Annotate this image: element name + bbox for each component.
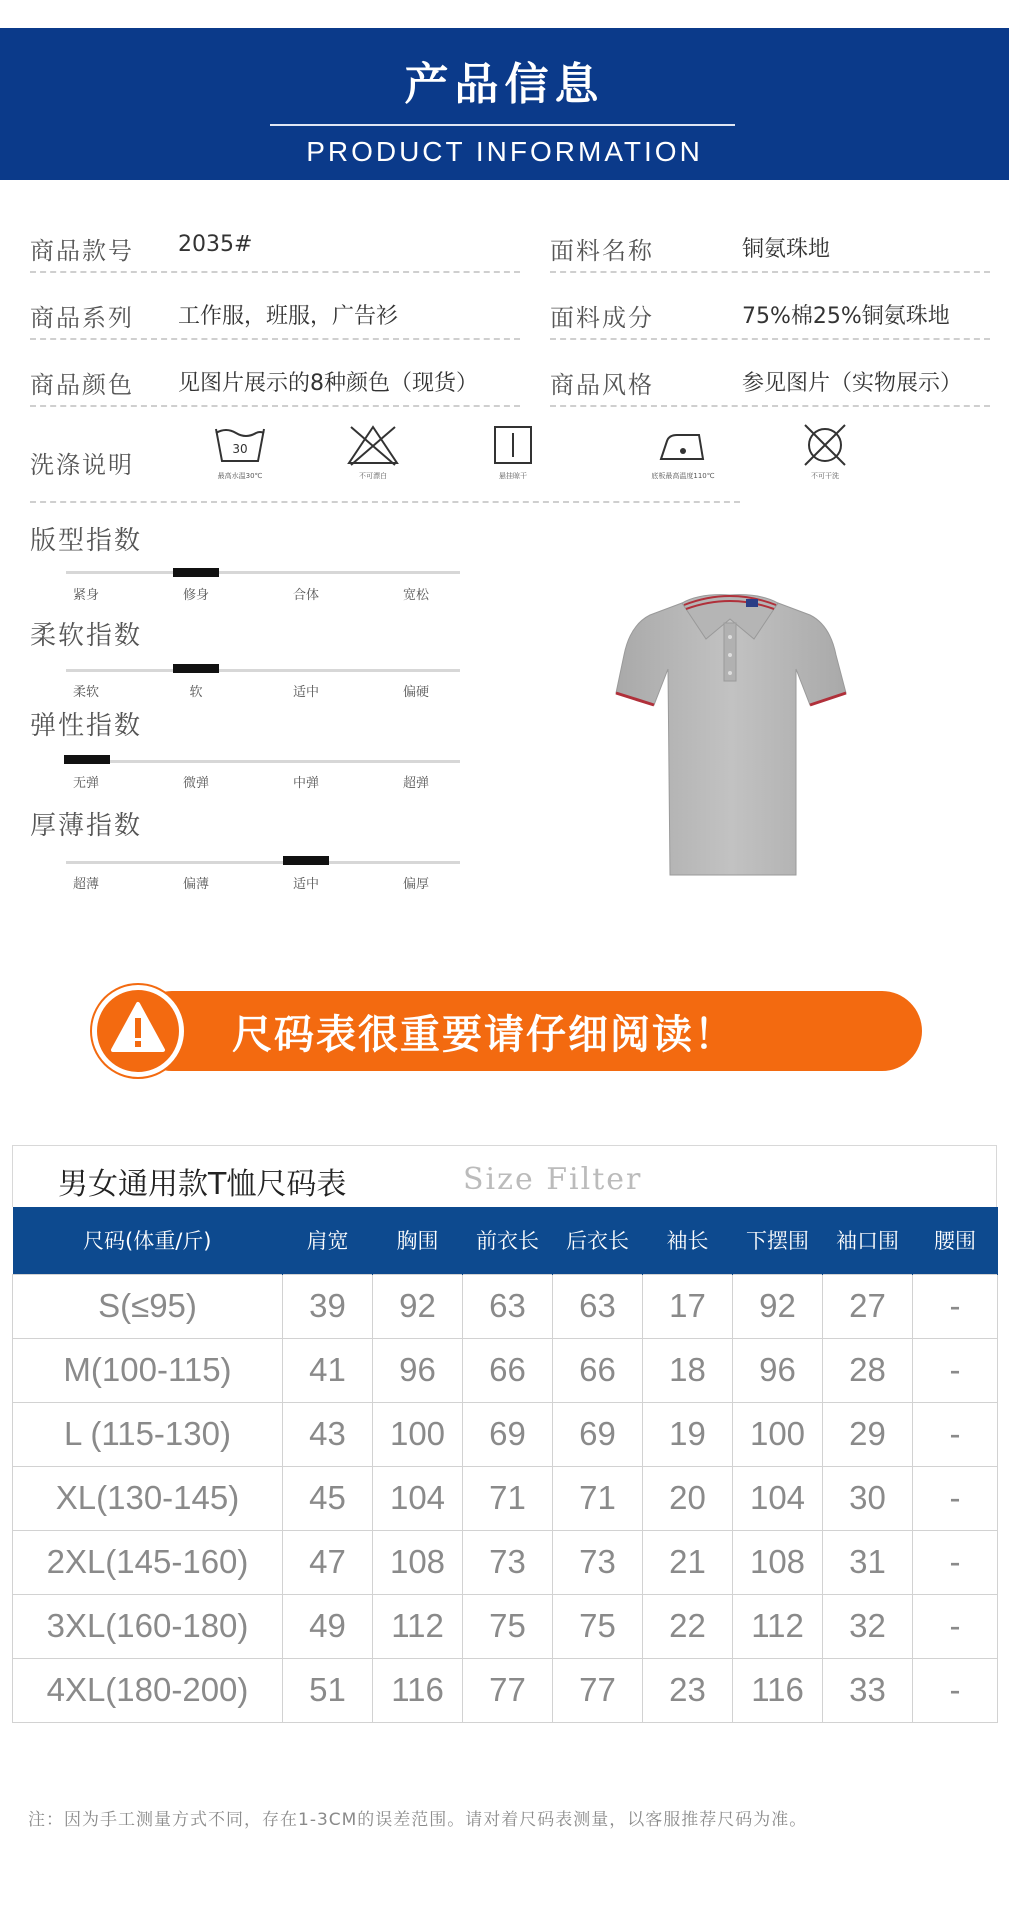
index-track <box>66 669 460 672</box>
index-tick: 适中 <box>292 685 319 700</box>
table-cell: 51 <box>283 1658 373 1722</box>
table-header-row <box>13 1207 998 1274</box>
table-cell: 47 <box>283 1530 373 1594</box>
table-cell: 71 <box>463 1466 553 1530</box>
info-value: 75%棉25%铜氨珠地 <box>742 304 950 329</box>
column-header: 前衣长 <box>463 1207 553 1274</box>
table-cell: L (115-130) <box>13 1402 283 1466</box>
table-cell: 116 <box>733 1658 823 1722</box>
table-cell: 28 <box>823 1338 913 1402</box>
table-cell: 69 <box>553 1402 643 1466</box>
table-cell: 66 <box>463 1338 553 1402</box>
table-cell: 49 <box>283 1594 373 1658</box>
table-cell: 112 <box>733 1594 823 1658</box>
info-cell <box>550 347 990 407</box>
table-cell: - <box>913 1274 998 1338</box>
size-warning-banner <box>92 985 922 1077</box>
column-header: 袖口围 <box>823 1207 913 1274</box>
table-cell: 31 <box>823 1530 913 1594</box>
table-cell: 39 <box>283 1274 373 1338</box>
index-tick: 中弹 <box>292 776 319 791</box>
banner-text: 尺码表很重要请仔细阅读！ <box>232 1012 736 1058</box>
index-tick: 偏厚 <box>402 877 429 892</box>
table-cell: 22 <box>643 1594 733 1658</box>
table-cell: 30 <box>823 1466 913 1530</box>
table-cell: 73 <box>553 1530 643 1594</box>
index-tick: 修身 <box>182 588 209 603</box>
index-marker <box>173 568 219 577</box>
table-cell: 77 <box>553 1658 643 1722</box>
column-header: 腰围 <box>913 1207 998 1274</box>
column-header: 袖长 <box>643 1207 733 1274</box>
index-tick: 偏硬 <box>402 685 429 700</box>
table-cell: 2XL(145-160) <box>13 1530 283 1594</box>
table-cell: 29 <box>823 1402 913 1466</box>
index-marker <box>283 856 329 865</box>
table-cell: M(100-115) <box>13 1338 283 1402</box>
table-cell: 3XL(160-180) <box>13 1594 283 1658</box>
info-value: 2035# <box>178 232 253 257</box>
index-track <box>66 861 460 864</box>
table-row <box>13 1594 998 1658</box>
table-cell: 4XL(180-200) <box>13 1658 283 1722</box>
table-cell: 108 <box>733 1530 823 1594</box>
info-label: 商品款号 <box>30 237 134 265</box>
table-cell: 104 <box>373 1466 463 1530</box>
index-track <box>66 760 460 763</box>
table-cell: 20 <box>643 1466 733 1530</box>
index-title: 版型指数 <box>30 526 143 556</box>
table-cell: 66 <box>553 1338 643 1402</box>
polo-shirt-image <box>610 585 850 885</box>
no-tumble-dry-icon <box>765 423 885 493</box>
page-title: 产品信息 <box>404 59 605 110</box>
table-cell: 45 <box>283 1466 373 1530</box>
index-title: 弹性指数 <box>30 711 143 741</box>
info-value: 见图片展示的8种颜色（现货） <box>178 371 478 396</box>
table-cell: 92 <box>733 1274 823 1338</box>
wash-instructions <box>30 415 839 503</box>
measurement-note: 注：因为手工测量方式不同，存在1-3CM的误差范围。请对着尺码表测量，以客服推荐尺码为准。 <box>28 1810 808 1830</box>
column-header: 肩宽 <box>283 1207 373 1274</box>
table-cell: XL(130-145) <box>13 1466 283 1530</box>
info-cell <box>30 280 520 340</box>
table-cell: 108 <box>373 1530 463 1594</box>
table-row <box>13 1530 998 1594</box>
info-label: 面料成分 <box>550 304 654 332</box>
fit-index <box>30 520 450 610</box>
table-cell: - <box>913 1402 998 1466</box>
table-cell: 96 <box>373 1338 463 1402</box>
table-cell: 116 <box>373 1658 463 1722</box>
no-bleach-icon <box>313 423 433 493</box>
table-cell: 112 <box>373 1594 463 1658</box>
table-cell: - <box>913 1466 998 1530</box>
index-tick: 紧身 <box>72 588 99 603</box>
header-banner <box>0 28 1009 180</box>
info-label: 商品风格 <box>550 371 654 399</box>
table-cell: 73 <box>463 1530 553 1594</box>
column-header: 尺码(体重/斤) <box>13 1207 283 1274</box>
index-tick: 偏薄 <box>182 877 209 892</box>
table-cell: 18 <box>643 1338 733 1402</box>
table-cell: 75 <box>553 1594 643 1658</box>
header-divider <box>270 124 735 126</box>
index-track <box>66 571 460 574</box>
size-table-title-cn: 男女通用款T恤尺码表 <box>58 1167 347 1202</box>
index-marker <box>173 664 219 673</box>
table-cell: 104 <box>733 1466 823 1530</box>
table-cell: 92 <box>373 1274 463 1338</box>
table-row <box>13 1402 998 1466</box>
wash-caption: 底板最高温度110℃ <box>651 472 715 480</box>
table-row <box>13 1274 998 1338</box>
table-cell: 33 <box>823 1658 913 1722</box>
index-tick: 微弹 <box>182 776 209 791</box>
index-tick: 软 <box>189 685 203 700</box>
elasticity-index <box>30 705 450 795</box>
table-cell: 43 <box>283 1402 373 1466</box>
table-cell: 69 <box>463 1402 553 1466</box>
table-cell: 19 <box>643 1402 733 1466</box>
info-cell <box>30 213 520 273</box>
index-tick: 超薄 <box>72 877 99 892</box>
table-cell: 63 <box>553 1274 643 1338</box>
index-title: 厚薄指数 <box>30 811 143 841</box>
wash-30-icon <box>180 423 300 493</box>
index-tick: 宽松 <box>402 588 429 603</box>
info-label: 商品系列 <box>30 304 134 332</box>
index-tick: 超弹 <box>402 776 429 791</box>
table-cell: 100 <box>373 1402 463 1466</box>
table-row <box>13 1338 998 1402</box>
wash-label: 洗涤说明 <box>30 451 134 479</box>
table-row <box>13 1658 998 1722</box>
table-cell: 63 <box>463 1274 553 1338</box>
column-header: 下摆围 <box>733 1207 823 1274</box>
table-cell: 32 <box>823 1594 913 1658</box>
info-row <box>30 213 990 279</box>
column-header: 后衣长 <box>553 1207 643 1274</box>
index-tick: 适中 <box>292 877 319 892</box>
hang-dry-icon <box>453 423 573 493</box>
table-cell: 75 <box>463 1594 553 1658</box>
table-cell: 27 <box>823 1274 913 1338</box>
info-cell <box>550 213 990 273</box>
table-cell: 23 <box>643 1658 733 1722</box>
info-cell <box>550 280 990 340</box>
index-tick: 合体 <box>292 588 319 603</box>
table-cell: 17 <box>643 1274 733 1338</box>
info-cell <box>30 347 520 407</box>
iron-icon <box>623 423 743 493</box>
table-cell: 71 <box>553 1466 643 1530</box>
size-table <box>12 1207 998 1723</box>
index-tick: 无弹 <box>72 776 99 791</box>
page-subtitle: PRODUCT INFORMATION <box>306 136 703 167</box>
index-tick: 柔软 <box>72 685 99 700</box>
table-cell: 100 <box>733 1402 823 1466</box>
warning-icon <box>92 985 184 1077</box>
info-label: 面料名称 <box>550 237 654 265</box>
table-row <box>13 1466 998 1530</box>
table-cell: 41 <box>283 1338 373 1402</box>
table-cell: - <box>913 1530 998 1594</box>
size-table-title <box>12 1145 997 1207</box>
info-row <box>30 347 990 413</box>
info-row <box>30 280 990 346</box>
wash-caption: 悬挂晾干 <box>499 472 527 480</box>
index-marker <box>64 755 110 764</box>
table-cell: 96 <box>733 1338 823 1402</box>
column-header: 胸围 <box>373 1207 463 1274</box>
table-cell: - <box>913 1594 998 1658</box>
table-cell: - <box>913 1338 998 1402</box>
info-value: 工作服，班服，广告衫 <box>178 304 399 329</box>
table-cell: 77 <box>463 1658 553 1722</box>
index-title: 柔软指数 <box>30 621 143 651</box>
wash-caption: 不可漂白 <box>359 472 387 480</box>
table-cell: S(≤95) <box>13 1274 283 1338</box>
table-cell: - <box>913 1658 998 1722</box>
info-label: 商品颜色 <box>30 371 134 399</box>
info-value: 铜氨珠地 <box>742 237 831 262</box>
wash-caption: 不可干洗 <box>811 472 839 480</box>
wash-caption: 最高水温30℃ <box>217 472 263 480</box>
softness-index <box>30 615 450 705</box>
thickness-index <box>30 805 450 895</box>
wash-temp: 30 <box>232 442 248 456</box>
size-table-title-en: Size Filter <box>463 1162 643 1197</box>
table-cell: 21 <box>643 1530 733 1594</box>
info-value: 参见图片（实物展示） <box>742 371 963 396</box>
